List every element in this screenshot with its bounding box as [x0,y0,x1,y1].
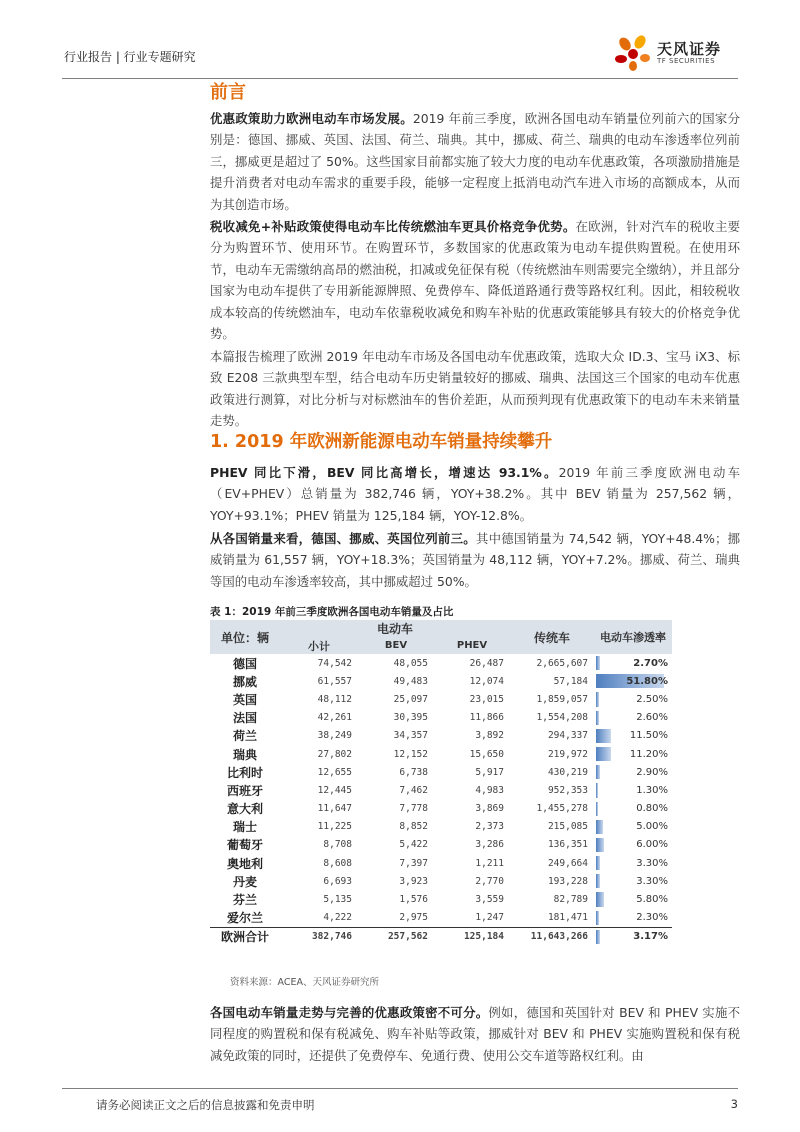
paragraph-1-lead: 优惠政策助力欧洲电动车市场发展。 [210,111,413,126]
cell-total: 6,693 [323,875,352,887]
table-row [210,909,672,928]
logo-sub: TF SECURITIES [657,57,716,65]
paragraph-3-text: 本篇报告梳理了欧洲 2019 年电动车市场及各国电动车优惠政策，选取大众 ID.3、宝马 iX3、标致 E208 三款典型车型，结合电动车历史销量较好的挪威、瑞典、法国这三个国家的电动车优惠政策进行测算，对比分析与对标燃油车的售价差距，从而预判现有优惠政策下的电动车未来销量走势。 [210,349,740,429]
paragraph-5-lead: 从各国销量来看，德国、挪威、英国位列前三。 [210,531,476,546]
cell-rate [594,818,672,836]
section-1-title: 1. 2019 年欧洲新能源电动车销量持续攀升 [210,432,553,452]
cell-rate [594,800,672,818]
cell-ice: 2,665,607 [536,657,588,669]
rate-bar [596,856,600,870]
cell-bev: 5,422 [399,839,428,851]
cell-country: 挪威 [232,674,257,689]
cell-country: 英国 [232,692,257,707]
paragraph-4 [210,462,740,526]
col-rate: 电动车渗透率 [594,620,672,654]
cell-phev: 2,373 [475,821,504,833]
cell-bev: 3,923 [399,875,428,887]
cell-bev: 6,738 [399,766,428,778]
cell-ice: 219,972 [547,748,588,760]
cell-phev: 3,286 [475,839,504,851]
cell-bev: 49,483 [393,675,428,687]
cell-rate [594,709,672,727]
cell-country: 比利时 [226,765,263,780]
table-row [210,818,672,836]
cell-phev: 3,869 [475,803,504,815]
cell-total: 382,746 [280,927,358,946]
table-row [210,690,672,708]
cell-ice: 249,664 [547,857,588,869]
rate-bar [596,874,600,888]
cell-phev: 125,184 [434,927,510,946]
rate-bar [596,838,604,852]
rate-label: 5.80% [636,894,668,906]
cell-bev: 7,397 [399,857,428,869]
rate-label: 51.80% [626,675,668,687]
cell-rate [594,836,672,854]
cell-total: 11,647 [317,803,352,815]
cell-total: 5,135 [323,894,352,906]
cell-bev: 12,152 [393,748,428,760]
paragraph-5-text: 其中德国销量为 74,542 辆，YOY+48.4%；挪威销量为 61,557 辆，YOY+18.3%；英国销量为 48,112 辆，YOY+7.2%。挪威、荷兰、瑞典等国的电动车渗透率较高，其中挪威超过 50%。 [210,531,740,589]
cell-bev: 257,562 [358,927,434,946]
cell-phev: 3,559 [475,894,504,906]
cell-phev: 12,074 [469,675,504,687]
cell-ice: 193,228 [547,875,588,887]
cell-total: 74,542 [317,657,352,669]
table-title: 表 1：2019 年前三季度欧洲各国电动车销量及占比 [210,606,454,618]
paragraph-4-text: 2019 年前三季度欧洲电动车（EV+PHEV）总销量为 382,746 辆，YOY+38.2%。其中 BEV 销量为 257,562 辆，YOY+93.1%；PHEV 销量为 125,184 辆，YOY-12.8%。 [210,465,740,523]
cell-ice: 57,184 [553,675,588,687]
rate-label: 1.30% [636,784,668,796]
paragraph-6-text: 例如，德国和英国针对 BEV 和 PHEV 实施不同程度的购置税和保有税减免、购车补贴等政策，挪威针对 BEV 和 PHEV 实施购置税和保有税减免政策的同时，还提供了免费停车、免通行费、使用公交车道等路权红利。由 [210,1005,741,1063]
cell-total: 12,655 [317,766,352,778]
footer-disclaimer: 请务必阅读正文之后的信息披露和免责申明 [96,1098,315,1112]
rate-bar [596,820,603,834]
cell-bev: 25,097 [393,693,428,705]
cell-rate [594,890,672,908]
cell-bev: 48,055 [393,657,428,669]
cell-phev: 15,650 [469,748,504,760]
rate-label: 2.90% [636,766,668,778]
rate-label: 3.17% [633,931,668,943]
cell-country: 荷兰 [232,729,257,744]
rate-bar [596,930,600,944]
page-header [62,38,738,79]
table-row [210,890,672,908]
cell-country: 瑞士 [232,820,257,835]
table-sum-row [210,927,672,946]
cell-country: 西班牙 [226,783,263,798]
page-number: 3 [730,1097,738,1111]
cell-total: 27,802 [317,748,352,760]
cell-bev: 2,975 [399,912,428,924]
cell-rate [594,745,672,763]
cell-ice: 1,859,057 [536,693,588,705]
cell-ice: 215,085 [547,821,588,833]
cell-total: 38,249 [317,730,352,742]
rate-bar [596,802,598,816]
cell-total: 61,557 [317,675,352,687]
table-row [210,781,672,799]
paragraph-2-text: 在欧洲，针对汽车的税收主要分为购置环节、使用环节。在购置环节，多数国家的优惠政策为电动车提供购置税。在使用环节，电动车无需缴纳高昂的燃油税，扣减或免征保有税（传统燃油车则需要完全缴纳），并且部分国家为电动车提供了专用新能源牌照、免费停车、降低道路通行费等路权红利。因此，相较税收成本较高的传统燃油车，电动车依靠税收减免和购车补贴的优惠政策能够具有较大的价格竞争优势。 [210,219,741,342]
col-ice: 传统车 [510,620,594,654]
cell-phev: 2,770 [475,875,504,887]
rate-bar [596,892,604,906]
paragraph-1 [210,108,740,215]
logo-brand: 天风证券 [657,40,722,58]
rate-label: 2.70% [633,657,668,669]
table-row [210,800,672,818]
rate-label: 0.80% [636,803,668,815]
table-row [210,836,672,854]
cell-bev: 7,462 [399,784,428,796]
cell-rate [594,727,672,745]
rate-label: 3.30% [636,875,668,887]
rate-bar [596,656,600,670]
table-row [210,709,672,727]
cell-total: 8,708 [323,839,352,851]
rate-bar [596,765,600,779]
paragraph-5 [210,528,740,592]
rate-label: 5.00% [636,821,668,833]
cell-total: 12,445 [317,784,352,796]
cell-phev: 26,487 [469,657,504,669]
cell-bev: 7,778 [399,803,428,815]
cell-country: 意大利 [226,802,263,817]
cell-rate [594,854,672,872]
col-ev: 电动车 [280,620,510,637]
company-logo [613,32,738,76]
sales-table [210,620,672,946]
rate-bar [596,747,611,761]
cell-rate [594,763,672,781]
col-unit: 单位：辆 [210,620,280,654]
rate-bar [596,711,599,725]
cell-rate [594,672,672,690]
rate-label: 11.20% [629,748,668,760]
paragraph-1-text: 2019 年前三季度，欧洲各国电动车销量位列前六的国家分别是：德国、挪威、英国、法国、荷兰、瑞典。其中，挪威、荷兰、瑞典的电动车渗透率位列前三，挪威更是超过了 50%。这些国家目前都实施了较大力度的电动车优惠政策，各项激励措施是提升消费者对电动车需求的重要手段，能够一定程度上抵消电动汽车进入市场的高额成本，从而为其创造市场。 [210,111,740,212]
cell-phev: 11,866 [469,712,504,724]
table-row [210,854,672,872]
rate-bar [596,692,599,706]
col-phev: PHEV [434,637,510,654]
cell-phev: 4,983 [475,784,504,796]
cell-total: 42,261 [317,712,352,724]
cell-bev: 1,576 [399,894,428,906]
cell-total: 48,112 [317,693,352,705]
rate-bar [596,729,611,743]
intro-title: 前言 [210,82,246,103]
rate-label: 11.50% [629,730,668,742]
col-total: 小计 [280,637,358,654]
cell-bev: 30,395 [393,712,428,724]
cell-country: 爱尔兰 [226,911,263,926]
cell-ice: 11,643,266 [510,927,594,946]
paragraph-3 [210,346,740,432]
cell-country: 德国 [232,656,257,671]
cell-total: 4,222 [323,912,352,924]
cell-phev: 1,211 [475,857,504,869]
cell-ice: 1,455,278 [536,803,588,815]
cell-country: 芬兰 [232,893,257,908]
cell-ice: 952,353 [547,784,588,796]
cell-ice: 136,351 [547,839,588,851]
rate-bar [596,783,598,797]
rate-label: 2.60% [636,712,668,724]
cell-rate [594,690,672,708]
cell-bev: 8,852 [399,821,428,833]
cell-ice: 82,789 [553,894,588,906]
cell-ice: 1,554,208 [536,712,588,724]
rate-bar [596,911,599,925]
cell-total: 8,608 [323,857,352,869]
cell-country: 法国 [232,711,257,726]
table-row [210,727,672,745]
paragraph-6 [210,1002,740,1066]
table-row [210,672,672,690]
table-row [210,872,672,890]
table-row [210,763,672,781]
flower-logo-icon [613,32,653,72]
table-row [210,654,672,672]
rate-label: 2.50% [636,693,668,705]
cell-country: 瑞典 [232,747,257,762]
cell-total: 11,225 [317,821,352,833]
cell-country: 葡萄牙 [226,838,263,853]
table-row [210,745,672,763]
cell-rate [594,909,672,928]
cell-phev: 1,247 [475,912,504,924]
col-bev: BEV [358,637,434,654]
table-source: 资料来源：ACEA、天风证券研究所 [230,977,379,988]
cell-rate [594,872,672,890]
cell-ice: 294,337 [547,730,588,742]
cell-ice: 430,219 [547,766,588,778]
footer-divider [62,1088,738,1089]
cell-bev: 34,357 [393,730,428,742]
cell-rate [594,781,672,799]
cell-phev: 3,892 [475,730,504,742]
paragraph-2-lead: 税收减免+补贴政策使得电动车比传统燃油车更具价格竞争优势。 [210,219,576,234]
cell-rate [594,927,672,946]
paragraph-2 [210,216,740,344]
cell-ice: 181,471 [547,912,588,924]
rate-label: 6.00% [636,839,668,851]
rate-label: 2.30% [636,912,668,924]
cell-phev: 5,917 [475,766,504,778]
paragraph-6-lead: 各国电动车销量走势与完善的优惠政策密不可分。 [210,1005,489,1020]
cell-phev: 23,015 [469,693,504,705]
cell-rate [594,654,672,672]
paragraph-4-lead: PHEV 同比下滑，BEV 同比高增长，增速达 93.1%。 [210,465,559,480]
cell-country: 奥地利 [226,856,263,871]
report-category: 行业报告 | 行业专题研究 [64,50,196,64]
cell-country: 丹麦 [232,874,257,889]
cell-country: 欧洲合计 [210,927,280,946]
rate-label: 3.30% [636,857,668,869]
